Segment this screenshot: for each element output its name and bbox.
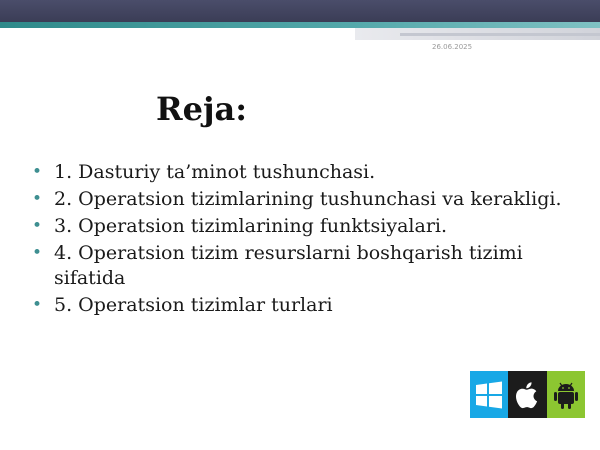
list-item-text: 5. Operatsion tizimlar turlari bbox=[54, 294, 333, 316]
list-item-text: 3. Operatsion tizimlarining funktsiyalari. bbox=[54, 215, 448, 237]
bullet-icon: • bbox=[32, 295, 43, 315]
slide-title: Reja: bbox=[156, 90, 248, 128]
list-item bbox=[32, 293, 572, 318]
list-item bbox=[32, 187, 572, 212]
apple-logo-icon bbox=[508, 371, 547, 418]
list-item bbox=[32, 241, 572, 291]
bullet-icon: • bbox=[32, 243, 43, 263]
windows-logo-icon bbox=[470, 371, 508, 418]
list-item bbox=[32, 160, 572, 185]
android-logo-icon bbox=[547, 371, 585, 418]
bullet-icon: • bbox=[32, 216, 43, 236]
list-item bbox=[32, 214, 572, 239]
header-bar bbox=[0, 0, 600, 22]
bullet-icon: • bbox=[32, 189, 43, 209]
slide-date: 26.06.2025 bbox=[432, 43, 473, 51]
header-grey-line bbox=[400, 33, 600, 36]
bullet-icon: • bbox=[32, 162, 43, 182]
list-item-text: 4. Operatsion tizim resurslarni boshqarish tizimi sifatida bbox=[54, 242, 523, 289]
list-item-text: 2. Operatsion tizimlarining tushunchasi va kerakligi. bbox=[54, 188, 562, 210]
os-logos bbox=[470, 371, 585, 418]
agenda-list bbox=[32, 160, 572, 320]
list-item-text: 1. Dasturiy ta’minot tushunchasi. bbox=[54, 161, 376, 183]
